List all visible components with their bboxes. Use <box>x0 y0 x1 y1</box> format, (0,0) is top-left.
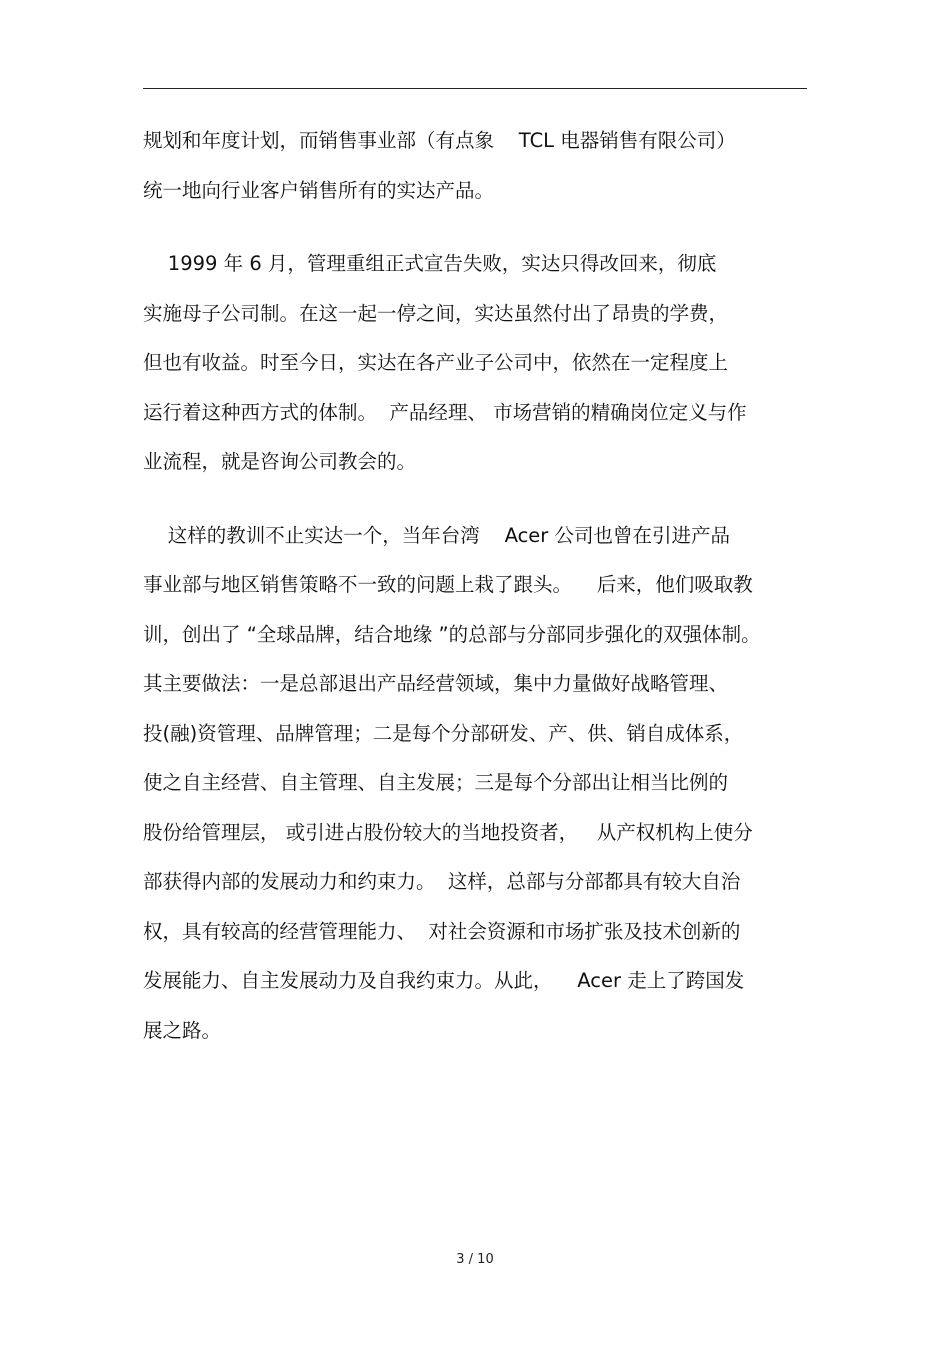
header-rule <box>143 88 807 89</box>
text-line: 使之自主经营、自主管理、自主发展；三是每个分部出让相当比例的 <box>143 771 729 794</box>
text-line: 其主要做法：一是总部退出产品经营领域，集中力量做好战略管理、 <box>143 672 729 695</box>
text-line: 部获得内部的发展动力和约束力。 这样，总部与分部都具有较大自治 <box>143 870 741 893</box>
page-number: 3 / 10 <box>456 1252 494 1267</box>
document-body <box>143 120 823 1059</box>
text-line: 训，创出了 “全球品牌，结合地缘 ”的总部与分部同步强化的双强体制。 <box>143 622 761 646</box>
text-line: 股份给管理层， 或引进占股份较大的当地投资者， 从产权机构上使分 <box>143 820 753 844</box>
text-line: 运行着这种西方式的体制。 产品经理、 市场营销的精确岗位定义与作 <box>143 400 747 424</box>
text-line: 1999 年 6 月，管理重组正式宣告失败，实达只得改回来，彻底 <box>143 252 717 275</box>
paragraph-1 <box>143 120 823 219</box>
text-line: 统一地向行业客户销售所有的实达产品。 <box>143 178 495 202</box>
text-line: 规划和年度计划，而销售事业部（有点象 TCL 电器销售有限公司） <box>143 129 736 152</box>
text-line: 展之路。 <box>143 1018 222 1042</box>
text-line: 但也有收益。时至今日，实达在各产业子公司中，依然在一定程度上 <box>143 351 729 374</box>
text-line: 权，具有较高的经营管理能力、 对社会资源和市场扩张及技术创新的 <box>143 919 741 943</box>
text-line: 业流程，就是咨询公司教会的。 <box>143 450 417 473</box>
text-line: 实施母子公司制。在这一起一停之间，实达虽然付出了昂贵的学费， <box>143 301 729 325</box>
paragraph-2 <box>143 243 823 491</box>
text-line: 发展能力、自主发展动力及自我约束力。从此， Acer 走上了跨国发 <box>143 969 745 992</box>
text-line: 这样的教训不止实达一个，当年台湾 Acer 公司也曾在引进产品 <box>143 523 731 547</box>
paragraph-3 <box>143 515 823 1060</box>
text-line: 投(融)资管理、品牌管理；二是每个分部研发、产、供、销自成体系， <box>143 721 744 745</box>
text-line: 事业部与地区销售策略不一致的问题上栽了跟头。 后来，他们吸取教 <box>143 573 753 596</box>
